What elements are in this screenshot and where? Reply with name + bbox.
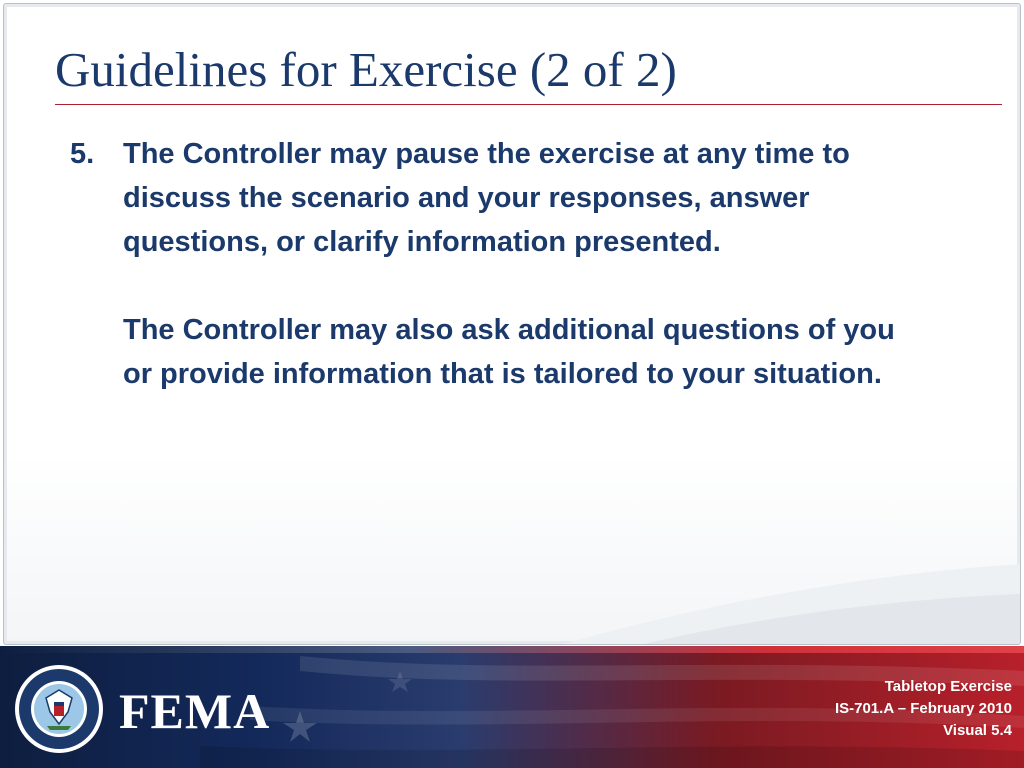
item-number: 5. <box>70 138 95 170</box>
course-name: Tabletop Exercise <box>884 678 1012 695</box>
footer-banner <box>0 646 1024 768</box>
paragraph-1: The Controller may pause the exercise at any time to discuss the scenario and your responses, answer questions, or clarify information presented. <box>123 138 850 258</box>
dhs-seal-icon <box>14 664 104 754</box>
course-code: IS-701.A – February 2010 <box>834 700 1012 717</box>
title-divider <box>55 104 1002 105</box>
fema-logo-text: FEMA <box>119 683 271 739</box>
slide-body <box>70 132 930 396</box>
visual-number: Visual 5.4 <box>943 722 1012 739</box>
paragraph-2: The Controller may also ask additional questions of you or provide information that is tailored to your situation. <box>123 314 895 390</box>
slide-content-area <box>3 3 1021 645</box>
numbered-paragraph <box>70 132 930 264</box>
slide-title: Guidelines for Exercise (2 of 2) <box>55 42 677 97</box>
footer-course-info <box>835 676 1012 742</box>
